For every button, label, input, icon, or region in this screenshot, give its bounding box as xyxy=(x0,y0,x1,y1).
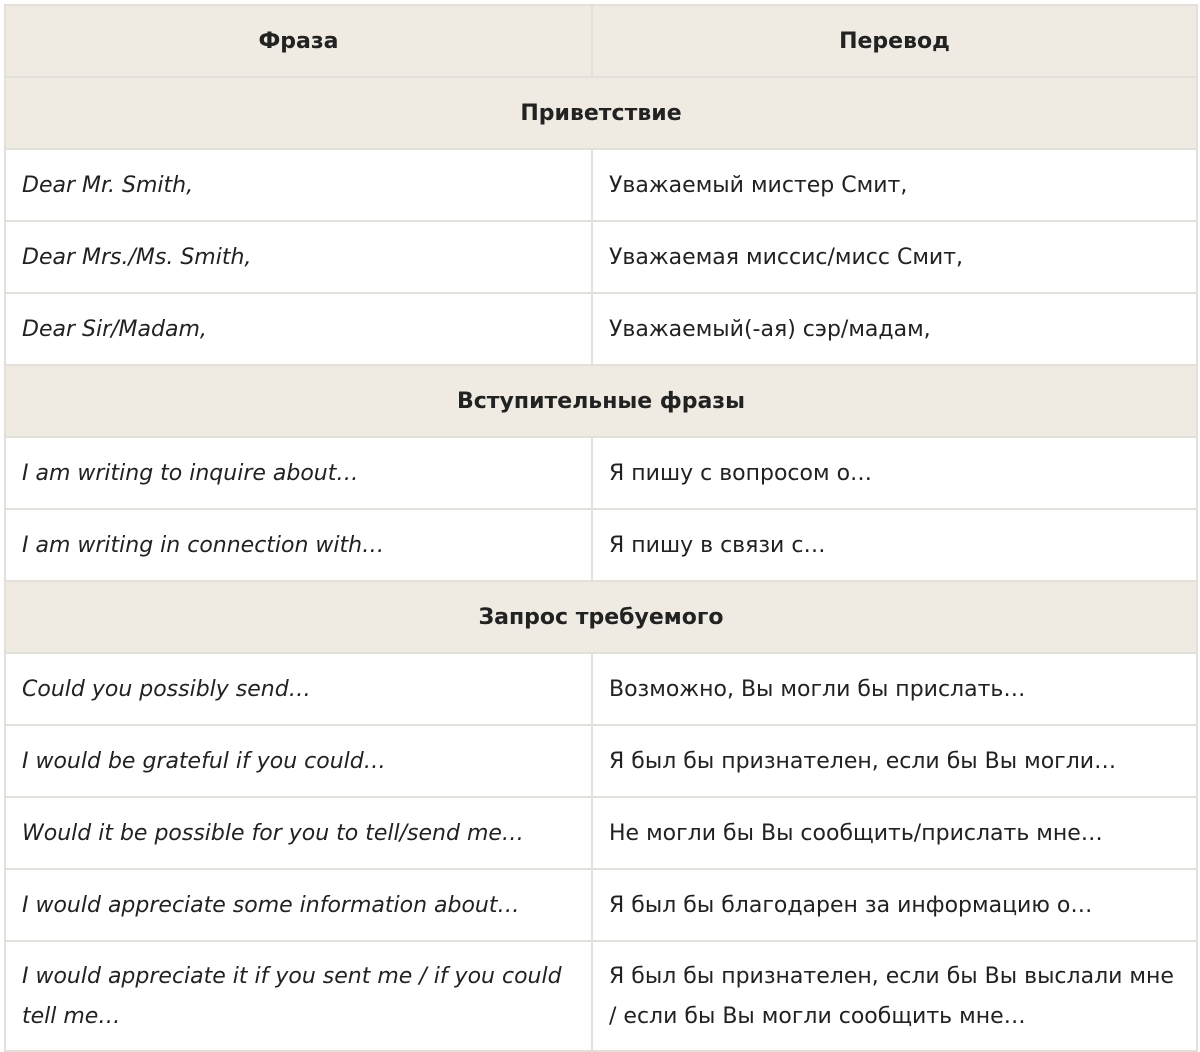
table-row xyxy=(5,941,1197,1051)
header-phrase: Фраза xyxy=(5,5,592,77)
phrase-cell: Dear Mrs./Ms. Smith, xyxy=(5,221,592,293)
table-row xyxy=(5,437,1197,509)
table-row xyxy=(5,869,1197,941)
header-row xyxy=(5,5,1197,77)
phrase-cell: I am writing in connection with… xyxy=(5,509,592,581)
section-title: Вступительные фразы xyxy=(5,365,1197,437)
translation-cell: Я был бы признателен, если бы Вы выслали мне / если бы Вы могли сообщить мне… xyxy=(592,941,1197,1051)
section-row xyxy=(5,365,1197,437)
translation-cell: Я был бы признателен, если бы Вы могли… xyxy=(592,725,1197,797)
translation-cell: Не могли бы Вы сообщить/прислать мне… xyxy=(592,797,1197,869)
table-row xyxy=(5,653,1197,725)
section-row xyxy=(5,581,1197,653)
table-row xyxy=(5,725,1197,797)
section-title: Приветствие xyxy=(5,77,1197,149)
phrase-cell: I would appreciate it if you sent me / if you could tell me… xyxy=(5,941,592,1051)
header-translation: Перевод xyxy=(592,5,1197,77)
phrase-cell: I would appreciate some information about… xyxy=(5,869,592,941)
table-row xyxy=(5,797,1197,869)
table-row xyxy=(5,293,1197,365)
translation-cell: Я пишу в связи с… xyxy=(592,509,1197,581)
phrase-cell: Would it be possible for you to tell/send me… xyxy=(5,797,592,869)
table-row xyxy=(5,221,1197,293)
section-title: Запрос требуемого xyxy=(5,581,1197,653)
phrase-cell: Dear Mr. Smith, xyxy=(5,149,592,221)
translation-cell: Уважаемая миссис/мисс Смит, xyxy=(592,221,1197,293)
section-row xyxy=(5,77,1197,149)
phrase-cell: Dear Sir/Madam, xyxy=(5,293,592,365)
phrase-cell: I would be grateful if you could… xyxy=(5,725,592,797)
translation-cell: Уважаемый(-ая) сэр/мадам, xyxy=(592,293,1197,365)
translation-cell: Возможно, Вы могли бы прислать… xyxy=(592,653,1197,725)
translation-cell: Я пишу с вопросом о… xyxy=(592,437,1197,509)
phrase-cell: I am writing to inquire about… xyxy=(5,437,592,509)
phrase-table xyxy=(4,4,1198,1052)
table-row xyxy=(5,509,1197,581)
translation-cell: Уважаемый мистер Смит, xyxy=(592,149,1197,221)
phrase-cell: Could you possibly send… xyxy=(5,653,592,725)
translation-cell: Я был бы благодарен за информацию о… xyxy=(592,869,1197,941)
table-row xyxy=(5,149,1197,221)
